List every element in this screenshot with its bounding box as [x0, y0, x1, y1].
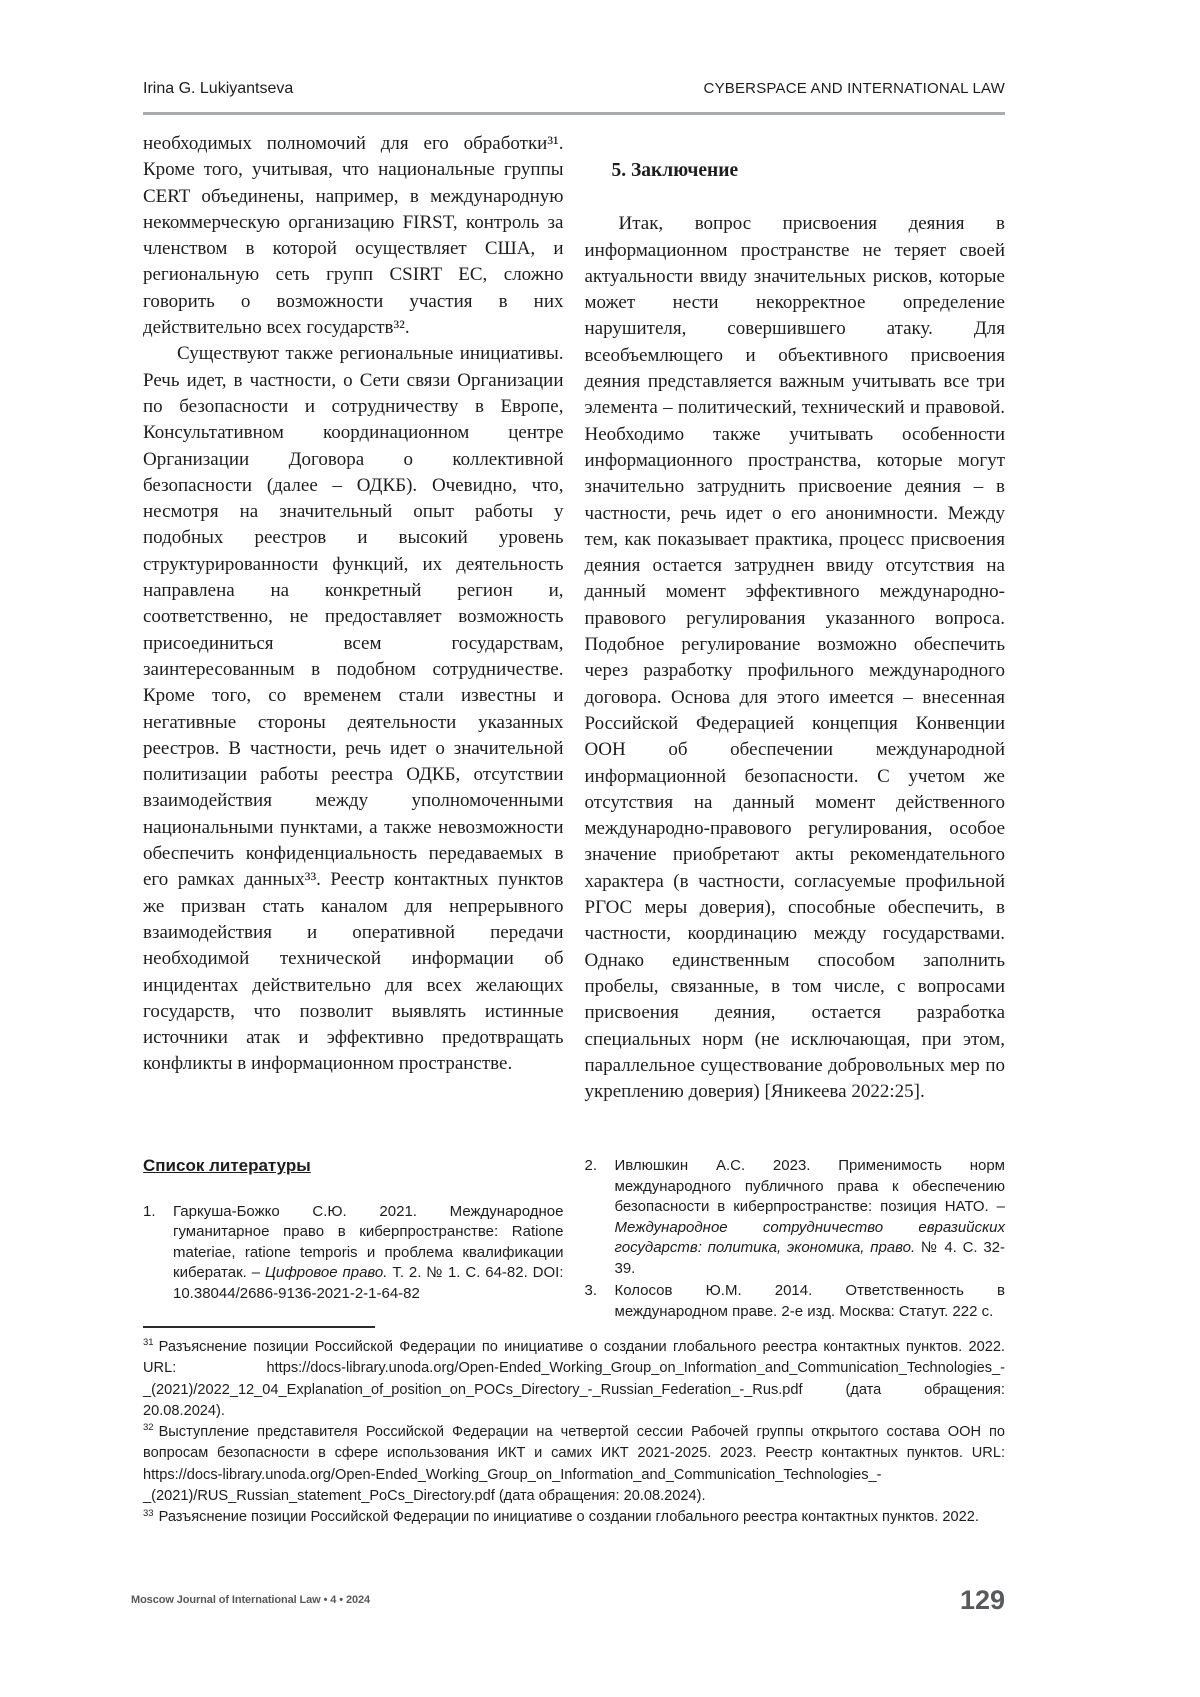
references-left-column — [143, 1156, 564, 1324]
footnote-text: Разъяснение позиции Российской Федерации по инициативе о создании глобального реестра контактных пунктов. 2022. — [158, 1509, 979, 1526]
body-columns — [143, 131, 1005, 1151]
reference-number: 3. — [584, 1282, 598, 1299]
footnote-marker: 33 — [143, 1507, 154, 1519]
header-divider — [143, 112, 1005, 115]
footnote — [143, 1337, 1005, 1422]
reference-journal-title: Цифровое право. — [264, 1264, 388, 1281]
page-number: 129 — [959, 1585, 1005, 1615]
reference-text-part: № 4. С. 32-39. — [614, 1239, 1006, 1277]
reference-text-part: Гаркуша-Божко С.Ю. 2021. Международное гуманитарное право в киберпространстве: Ratione materiae, ratione temporis и проблема квалификации кибератак. – — [173, 1202, 564, 1281]
footnote — [143, 1422, 1005, 1507]
footnote-marker: 32 — [143, 1422, 154, 1434]
left-column — [143, 131, 564, 1151]
reference-journal-title: Международное сотрудничество евразийских государств: политика, экономика, право. — [614, 1218, 1005, 1256]
reference-item — [585, 1281, 1006, 1322]
conclusion-heading: 5. Заключение — [611, 160, 739, 181]
journal-name: Moscow Journal of International Law • 4 • 2024 — [131, 1594, 371, 1606]
references-section — [143, 1156, 1005, 1324]
body-paragraph: необходимых полномочий для его обработки³¹. Кроме того, учитывая, что национальные группы CERT объединены, например, в международную некоммерческую организацию FIRST, контроль за членством в которой осуществляет США, и региональную сеть групп CSIRT ЕС, сложно говорить о возможности участия в них действительно всех государств³². — [143, 133, 564, 339]
reference-item — [585, 1156, 1006, 1279]
footnote-text: Выступление представителя Российской Федерации на четвертой сессии Рабочей группы открытого состава ООН по вопросам безопасности в сфере использования ИКТ и самих ИКТ 2021-2025. 2023. Реестр контактных пунктов. URL: https://docs-library.unoda.org/Open-Ended_Working_Group_on_Information_and_Communication_Technologies_-_(2021)/RUS_Russian_statement_PoCs_Directory.pdf (дата обращения: 20.08.2024). — [143, 1424, 1005, 1505]
page-footer — [131, 1585, 1005, 1616]
references-right-column — [585, 1156, 1006, 1324]
reference-text-part: Т. 2. № 1. С. 64-82. DOI: 10.38044/2686-9136-2021-2-1-64-82 — [173, 1264, 564, 1302]
reference-text — [615, 1156, 1006, 1279]
body-paragraph: Итак, вопрос присвоения деяния в информационном пространстве не теряет своей актуальности ввиду значительных рисков, которые может нести некорректное определение нарушителя, совершившего атаку. Для всеобъемлющего и объективного присвоения деяния представляется важным учитывать все три элемента – политический, технический и правовой. Необходимо также учитывать особенности информационного пространства, которые могут значительно затруднить присвоение деяния – в частности, речь идет о его анонимности. Между тем, как показывает практика, процесс присвоения деяния остается затруднен ввиду отсутствия на данный момент эффективного международно-правового регулирования указанного вопроса. Подобное регулирование возможно обеспечить через разработку профильного международного договора. Основа для этого имеется – внесенная Российской Федерацией концепция Конвенции ООН об обеспечении международной информационной безопасности. С учетом же отсутствия на данный момент действенного международно-правового регулирования, особое значение приобретают акты рекомендательного характера (в частности, согласуемые профильной РГОС меры доверия), способные обеспечить, в частности, координацию между государствами. Однако единственным способом заполнить пробелы, связанные, в том числе, с вопросами присвоения деяния, остается разработка специальных норм (не исключающая, при этом, параллельное существование добровольных мер по укреплению доверия) [Яникеева 2022:25]. — [584, 213, 1005, 1103]
reference-text — [615, 1281, 1006, 1322]
author-name: Irina G. Lukiyantseva — [143, 80, 294, 97]
body-paragraph: Существуют также региональные инициативы. Речь идет, в частности, о Сети связи Организации по безопасности и сотрудничеству в Европе, Консультативном координационном центре Организации Договора о коллективной безопасности (далее – ОДКБ). Очевидно, что, несмотря на значительный опыт работы у подобных реестров и высокий уровень структурированности функций, их деятельность направлена на конкретный регион и, соответственно, не предоставляет возможность присоединиться всем государствам, заинтересованным в подобном сотрудничестве. Кроме того, со временем стали известны и негативные стороны деятельности указанных реестров. В частности, речь идет о значительной политизации работы реестра ОДКБ, отсутствии взаимодействия между уполномоченными национальными пунктами, а также невозможности обеспечить конфиденциальность передаваемых в его рамках данных³³. Реестр контактных пунктов же призван стать каналом для непрерывного взаимодействия и оперативной передачи необходимой технической информации об инцидентах действительно для всех желающих государств, что позволит выявлять истинные источники атак и эффективно предотвращать конфликты в информационном пространстве. — [143, 343, 564, 1075]
footnote-separator — [143, 1326, 375, 1328]
footnote-text: Разъяснение позиции Российской Федерации по инициативе о создании глобального реестра контактных пунктов. 2022. URL: https://docs-library.unoda.org/Open-Ended_Working_Group_on_Information_and_Communication_Technologies_-_(2021)/2022_12_04_Explanation_of_position_on_POCs_Directory_-_Russian_Federation_-_Rus.pdf (дата обращения: 20.08.2024). — [143, 1339, 1005, 1419]
running-section-title: CYBERSPACE AND INTERNATIONAL LAW — [703, 80, 1005, 97]
footnote-marker: 31 — [143, 1337, 154, 1349]
reference-text-part: Колосов Ю.М. 2014. Ответственность в международном праве. 2-е изд. Москва: Статут. 222 с. — [614, 1282, 1005, 1320]
footnotes-section — [143, 1326, 1005, 1529]
references-heading: Список литературы — [143, 1156, 311, 1175]
reference-text — [173, 1202, 564, 1305]
reference-number: 1. — [143, 1202, 156, 1220]
reference-item — [143, 1202, 564, 1305]
footnote — [143, 1507, 1005, 1528]
reference-number: 2. — [584, 1157, 598, 1174]
page-header — [143, 80, 1005, 98]
reference-text-part: Ивлюшкин А.С. 2023. Применимость норм международного публичного права к обеспечению безопасности в киберпространстве: позиция НАТО. – — [614, 1157, 1005, 1215]
right-column — [585, 131, 1006, 1151]
